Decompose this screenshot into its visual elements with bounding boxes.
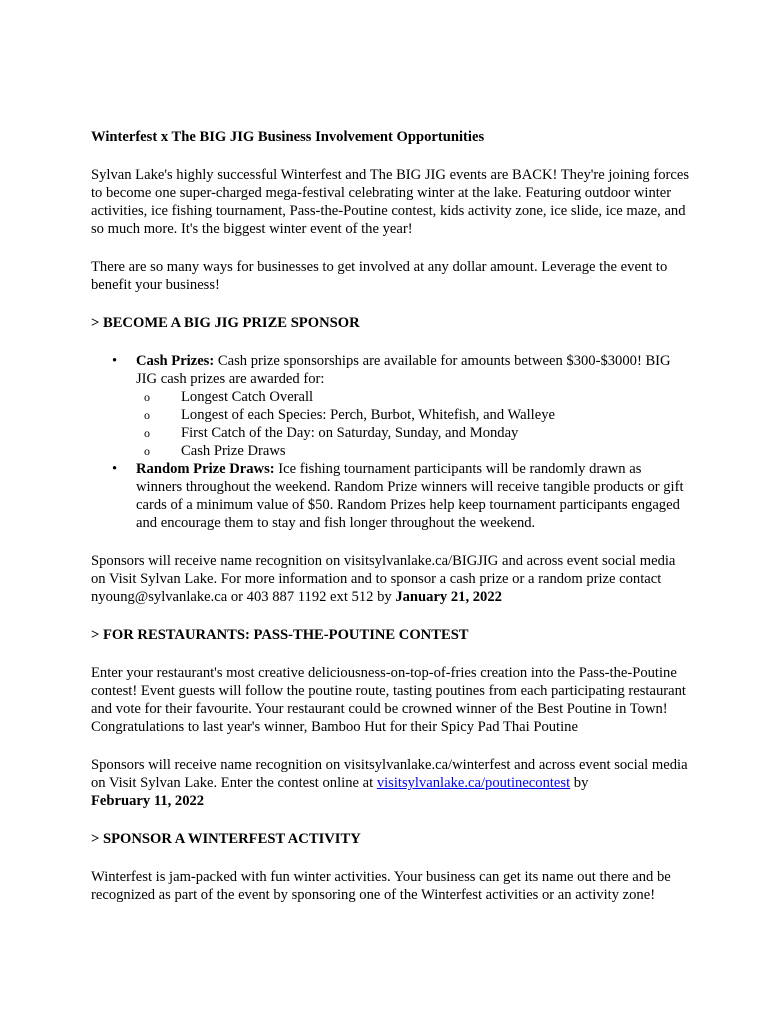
- cash-prizes-item: [91, 352, 691, 460]
- prize-sponsor-heading: > BECOME A BIG JIG PRIZE SPONSOR: [91, 315, 360, 331]
- circle-bullet-icon: o: [144, 408, 150, 422]
- prize-sponsor-list: [91, 352, 691, 532]
- random-prize-label: Random Prize Draws:: [136, 461, 275, 477]
- list-item: o Longest of each Species: Perch, Burbot, Whitefish, and Walleye: [144, 407, 555, 423]
- poutine-contest-link[interactable]: visitsylvanlake.ca/poutinecontest: [376, 775, 571, 791]
- document-title: Winterfest x The BIG JIG Business Involvement Opportunities: [91, 129, 485, 145]
- random-prize-text: Ice fishing tournament participants will be randomly drawn as winners throughout the weekend. Random Prize winners will receive tangible products or gift cards of a minimum value of $50. Random Prizes help keep tournament participants engaged and encourage them to stay and fish longer throughout the weekend.: [136, 461, 684, 531]
- prize-deadline: January 21, 2022: [395, 589, 502, 605]
- poutine-sponsors-paragraph: Sponsors will receive name recognition on visitsylvanlake.ca/winterfest and across event social media on Visit Sylvan Lake. Enter the contest online at visitsylvanlake.ca/poutinecontest by February 11, 2022: [91, 757, 688, 809]
- bullet-icon: •: [112, 461, 118, 477]
- cash-prizes-label: Cash Prizes:: [136, 353, 215, 369]
- poutine-contest-paragraph: Enter your restaurant's most creative deliciousness-on-top-of-fries creation into the Pass-the-Poutine contest! Event guests will follow the poutine route, tasting poutines from each participating restaurant and vote for their favourite. Your restaurant could be crowned winner of the Best Poutine in Town! Congratulations to last year's winner, Bamboo Hut for their Spicy Pad Thai Poutine: [91, 665, 686, 735]
- poutine-contest-heading: > FOR RESTAURANTS: PASS-THE-POUTINE CONTEST: [91, 627, 469, 643]
- bullet-icon: •: [112, 353, 118, 369]
- cash-prizes-text: Cash prize sponsorships are available for amounts between $300-$3000! BIG JIG cash prizes are awarded for:: [136, 353, 671, 387]
- list-item: o Cash Prize Draws: [144, 443, 286, 459]
- winterfest-activity-heading: > SPONSOR A WINTERFEST ACTIVITY: [91, 831, 361, 847]
- circle-bullet-icon: o: [144, 444, 150, 458]
- random-prize-draws-item: [91, 460, 691, 532]
- list-item: o Longest Catch Overall: [144, 389, 314, 405]
- poutine-deadline: February 11, 2022: [91, 793, 205, 809]
- circle-bullet-icon: o: [144, 426, 150, 440]
- ways-paragraph: There are so many ways for businesses to get involved at any dollar amount. Leverage the event to benefit your business!: [91, 259, 668, 293]
- intro-paragraph: Sylvan Lake's highly successful Winterfest and The BIG JIG events are BACK! They're joining forces to become one super-charged mega-festival celebrating winter at the lake. Featuring outdoor winter activities, ice fishing tournament, Pass-the-Poutine contest, kids activity zone, ice slide, ice maze, and so much more. It's the biggest winter event of the year!: [91, 167, 690, 237]
- list-item: o First Catch of the Day: on Saturday, Sunday, and Monday: [144, 425, 519, 441]
- circle-bullet-icon: o: [144, 390, 150, 404]
- document-body: [91, 128, 691, 924]
- prize-sponsors-paragraph: Sponsors will receive name recognition on visitsylvanlake.ca/BIGJIG and across event social media on Visit Sylvan Lake. For more information and to sponsor a cash prize or a random prize contact nyoung@sylvanlake.ca or 403 887 1192 ext 512 by January 21, 2022: [91, 553, 676, 605]
- winterfest-activity-paragraph: Winterfest is jam-packed with fun winter activities. Your business can get its name out there and be recognized as part of the event by sponsoring one of the Winterfest activities or an activity zone!: [91, 869, 671, 903]
- cash-prizes-sublist: [136, 388, 691, 460]
